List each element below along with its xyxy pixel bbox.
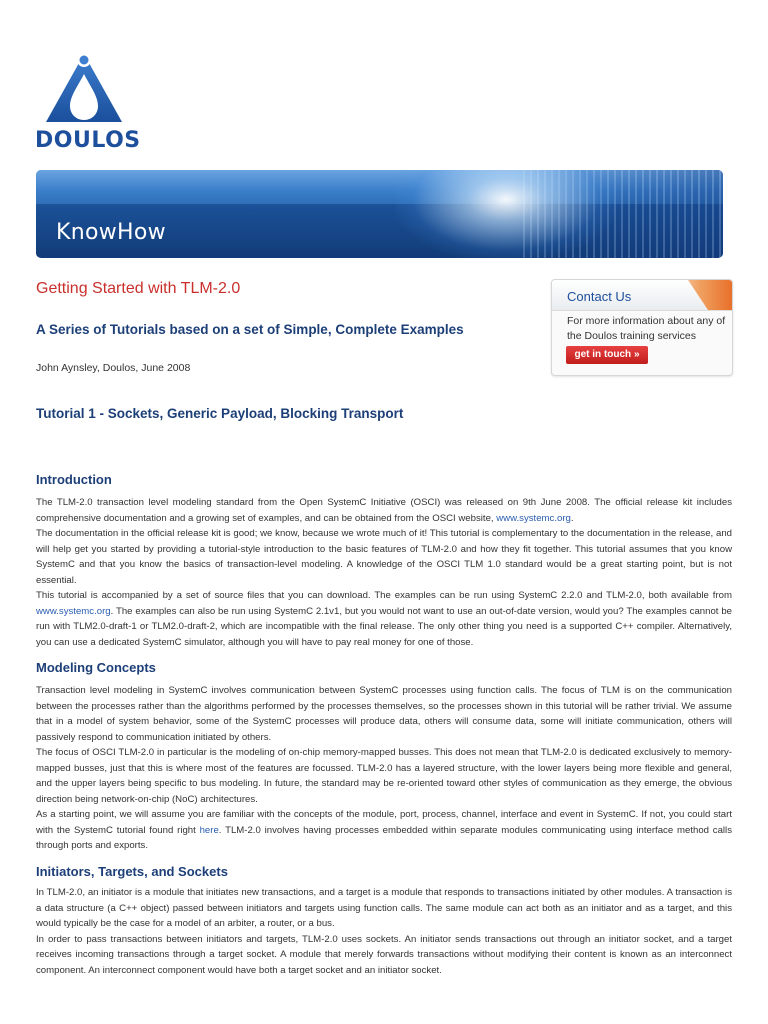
modeling-paragraph-2: The focus of OSCI TLM-2.0 in particular is the modeling of on-chip memory-mapped busses. This does not mean that TLM-2.0 is dedicated exclusively to memory-mapped busses, just that this is where most of the features are focussed. TLM-2.0 has a layered structure, with the lower layers being more flexible and general, and the upper layers being specific to bus modeling. In future, the standard may be re-oriented toward other styles of communication as they emerge, the obvious direction being network-on-chip (NoC) architectures. xyxy=(36,747,732,805)
tutorial-title: Tutorial 1 - Sockets, Generic Payload, Blocking Transport xyxy=(36,406,404,421)
introduction-paragraph-1 xyxy=(36,495,732,526)
modeling-paragraph-1: Transaction level modeling in SystemC involves communication between SystemC processes using function calls. The focus of TLM is on the communication between the processes rather than the algorithms performed by the processes themselves, so the processes shown in this tutorial will be rather trivial. We assume that in a model of system behavior, some of the SystemC processes will produce data, others will consume data, some will initiate communication, others will passively respond to communication initiated by others. xyxy=(36,685,732,743)
modeling-p3-text: As a starting point, we will assume you are familiar with the concepts of the module, port, process, channel, interface and event in SystemC. If not, you could start with the SystemC tutorial found right xyxy=(36,809,732,836)
initiators-heading: Initiators, Targets, and Sockets xyxy=(36,864,228,879)
banner-title: KnowHow xyxy=(56,220,166,245)
initiators-paragraph-2: In order to pass transactions between initiators and targets, TLM-2.0 uses sockets. An initiator sends transactions out through an initiator socket, and a target receives incoming transactions through a target socket. A module that merely forwards transactions without modifying their content is known as an interconnect component. An interconnect component would have both a target socket and an initiator socket. xyxy=(36,933,732,976)
systemc-tutorial-link[interactable]: here xyxy=(199,824,219,836)
modeling-concepts-body xyxy=(36,683,732,854)
systemc-org-link[interactable]: www.systemc.org xyxy=(36,605,111,617)
doulos-logo-mark-icon xyxy=(34,48,134,128)
page-subtitle: A Series of Tutorials based on a set of Simple, Complete Examples xyxy=(36,322,464,337)
introduction-p3-text: This tutorial is accompanied by a set of source files that you can download. The examples can be run using SystemC 2.2.0 and TLM-2.0, both available from xyxy=(36,590,732,601)
introduction-paragraph-3 xyxy=(36,588,732,650)
banner-glow xyxy=(396,170,616,258)
page-title: Getting Started with TLM-2.0 xyxy=(36,280,241,297)
systemc-org-link[interactable]: www.systemc.org xyxy=(496,512,571,524)
contact-description: For more information about any of the Doulos training services xyxy=(567,315,726,342)
byline: John Aynsley, Doulos, June 2008 xyxy=(36,362,191,374)
contact-title: Contact Us xyxy=(567,289,632,304)
modeling-concepts-heading: Modeling Concepts xyxy=(36,660,156,675)
introduction-paragraph-2: The documentation in the official release kit is good; we know, because we wrote much of it! This tutorial is complementary to the documentation in the release, and will help get you started by providing a tutorial-style introduction to the basic features of TLM-2.0 and how they fit together. This tutorial assumes that you know SystemC and that you know the basics of transaction-level modeling. A knowledge of the OSCI TLM 1.0 standard would be a great starting point, but is not essential. xyxy=(36,528,732,586)
initiators-body xyxy=(36,885,732,978)
get-in-touch-button[interactable]: get in touch » xyxy=(566,346,648,364)
modeling-p3-end: . TLM-2.0 involves having processes embedded within separate modules communicating using interface method calls through ports and exports. xyxy=(36,824,732,851)
introduction-p3-end: . The examples can also be run using SystemC 2.1v1, but you would not want to use an out-of-date version, would you? The examples cannot be run with TLM2.0-draft-1 or TLM2.0-draft-2, which are incompatible with the final release. The only other thing you need is a supported C++ compiler. Alternatively, you can use a dedicated SystemC simulator, although you will have to pay real money for one of those. xyxy=(36,605,732,648)
introduction-p1-text: The TLM-2.0 transaction level modeling standard from the Open SystemC Initiative (OSCI) was released on 9th June 2008. The official release kit includes comprehensive documentation and a growing set of examples, and can be obtained from the OSCI website, xyxy=(36,497,732,524)
logo-wordmark: DOULOS xyxy=(35,128,141,153)
introduction-heading: Introduction xyxy=(36,472,112,487)
introduction-body xyxy=(36,495,732,650)
knowhow-banner xyxy=(36,170,723,258)
initiators-paragraph-1: In TLM-2.0, an initiator is a module that initiates new transactions, and a target is a module that responds to transactions initiated by other modules. A transaction is a data structure (a C++ object) passed between initiators and targets using function calls. The same module can act both as an initiator and as a target, and this would typically be the case for a model of an arbiter, a router, or a bus. xyxy=(36,887,732,929)
modeling-paragraph-3 xyxy=(36,807,732,854)
introduction-p1-end: . xyxy=(570,512,574,524)
